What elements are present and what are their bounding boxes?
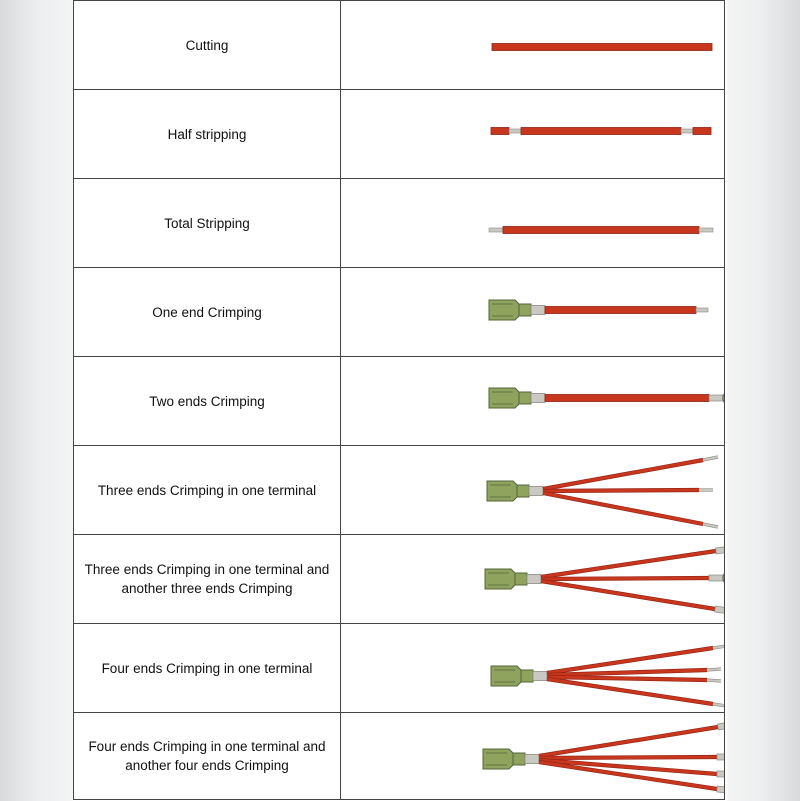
ring-terminal-group <box>715 540 724 558</box>
two-end-crimped-wire-icon-svg <box>341 357 724 445</box>
ring-terminal <box>723 571 724 585</box>
crimp-sleeve <box>527 575 541 584</box>
stripped-conductor <box>707 680 721 681</box>
spade-terminal-body <box>485 569 515 589</box>
three-wire-ring-terminal-icon <box>341 535 724 623</box>
cut-wire-icon <box>341 1 724 89</box>
ring-barrel <box>717 771 724 777</box>
spade-terminal-body <box>483 749 513 769</box>
three-wire-ring-terminal-icon-svg <box>341 535 724 623</box>
table-row <box>74 89 724 178</box>
wire <box>543 493 703 524</box>
wire <box>547 679 713 704</box>
spade-terminal-body <box>487 481 517 501</box>
process-label: Two ends Crimping <box>149 393 265 409</box>
crimp-barrel <box>513 753 525 765</box>
wire <box>492 44 712 51</box>
wire <box>503 227 699 234</box>
crimp-barrel <box>519 392 531 404</box>
spade-terminal-body <box>489 300 519 320</box>
table-row <box>74 534 724 623</box>
process-label: Three ends Crimping in one terminal <box>97 482 317 498</box>
wire <box>543 460 703 489</box>
stripped-conductor <box>489 228 503 232</box>
one-end-crimped-wire-icon <box>341 268 724 356</box>
four-wire-terminal-icon <box>341 624 724 712</box>
stripped-wire-icon <box>341 179 724 267</box>
half-stripped-wire-icon <box>341 90 724 178</box>
ring-barrel <box>717 722 724 730</box>
crimp-sleeve <box>531 394 545 403</box>
process-label: Cutting <box>185 37 229 53</box>
ring-terminal-group <box>717 715 724 734</box>
one-end-crimped-wire-icon-svg <box>341 268 724 356</box>
wire <box>491 128 509 135</box>
process-label: Total Stripping <box>164 215 250 231</box>
stripped-conductor <box>681 129 693 133</box>
stripped-wire-icon-svg <box>341 179 724 267</box>
crimp-sleeve <box>533 672 547 681</box>
spade-terminal-body <box>491 666 521 686</box>
stripped-conductor <box>509 129 521 133</box>
wire <box>543 490 699 491</box>
wire <box>545 307 696 314</box>
two-end-crimped-wire-icon <box>341 357 724 445</box>
table-row <box>74 0 724 89</box>
crimp-sleeve <box>529 487 543 496</box>
table-row <box>74 623 724 712</box>
ring-terminal <box>723 391 724 405</box>
table-row <box>74 445 724 534</box>
ring-barrel <box>717 754 724 760</box>
table-row <box>74 356 724 445</box>
wire <box>539 727 718 756</box>
wire <box>521 128 681 135</box>
wire <box>539 757 717 758</box>
wire <box>693 128 711 135</box>
ring-barrel <box>716 546 724 554</box>
process-label: Four ends Crimping in one terminal and another four ends Crimping <box>88 739 326 773</box>
ring-barrel <box>717 786 724 793</box>
table-row <box>74 712 724 800</box>
process-label: Half stripping <box>167 126 247 142</box>
wire <box>541 551 716 577</box>
stripped-conductor <box>699 228 713 232</box>
crimp-barrel <box>519 304 531 316</box>
stripped-conductor <box>707 669 721 670</box>
crimp-sleeve <box>525 755 539 764</box>
process-label: One end Crimping <box>152 304 262 320</box>
wire <box>541 578 709 579</box>
ring-barrel <box>709 395 723 401</box>
half-stripped-wire-icon-svg <box>341 90 724 178</box>
three-wire-terminal-icon-svg <box>341 446 724 534</box>
four-wire-ring-terminal-icon <box>341 713 724 799</box>
crimp-sleeve <box>531 306 545 315</box>
process-label: Four ends Crimping in one terminal <box>101 660 313 676</box>
four-wire-terminal-icon-svg <box>341 624 724 712</box>
three-wire-terminal-icon <box>341 446 724 534</box>
ring-terminal-group <box>714 602 724 620</box>
process-label: Three ends Crimping in one terminal and another three ends Crimping <box>84 562 330 596</box>
wire <box>541 581 715 609</box>
wire <box>545 395 709 402</box>
spade-terminal-body <box>489 388 519 408</box>
ring-barrel <box>709 575 723 581</box>
crimp-barrel <box>515 573 527 585</box>
four-wire-ring-terminal-icon-svg <box>341 713 724 801</box>
stripped-conductor <box>696 308 708 312</box>
ring-terminal-group <box>716 782 724 799</box>
process-table <box>73 0 725 800</box>
crimp-barrel <box>517 485 529 497</box>
cut-wire-icon-svg <box>341 1 724 89</box>
table-row <box>74 178 724 267</box>
ring-barrel <box>715 606 724 614</box>
crimp-barrel <box>521 670 533 682</box>
table-row <box>74 267 724 356</box>
